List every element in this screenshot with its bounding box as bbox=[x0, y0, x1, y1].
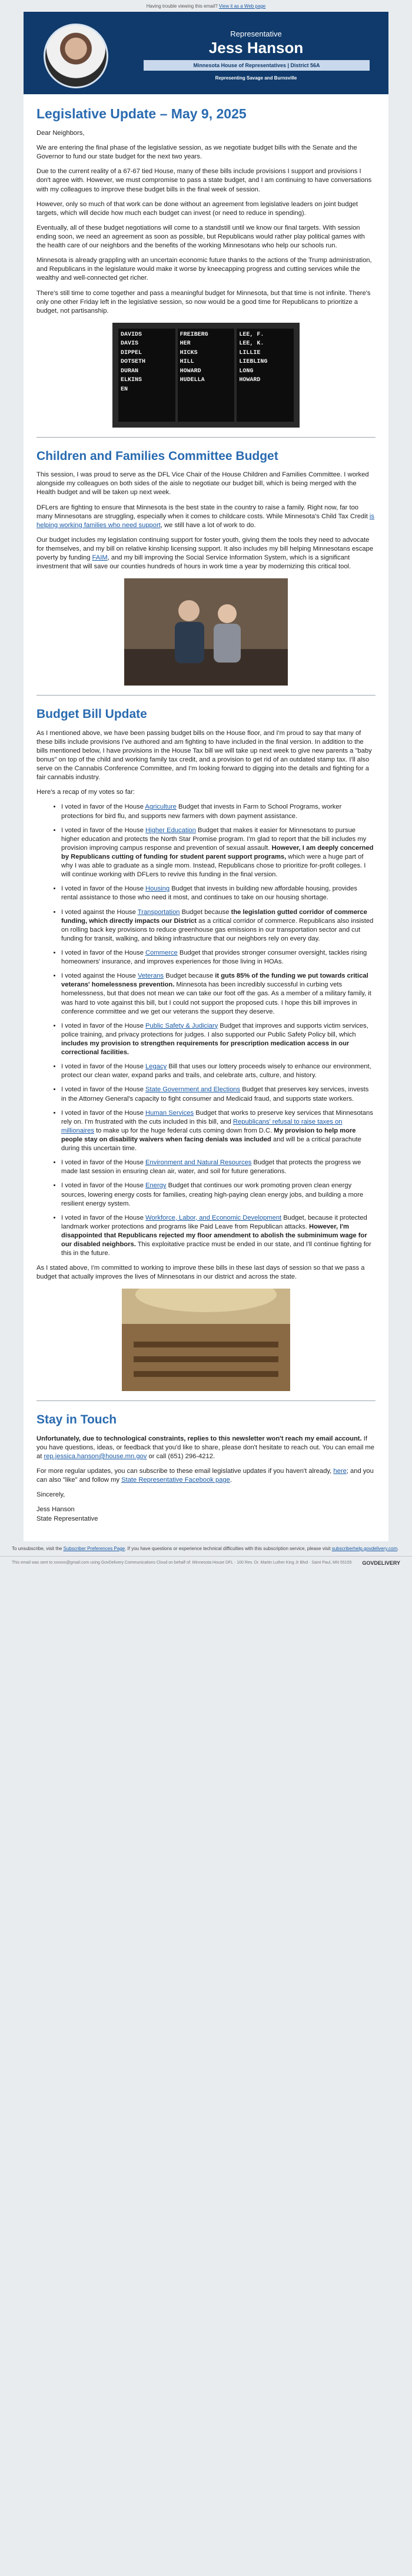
budget-link[interactable]: Workforce, Labor, and Economic Development bbox=[145, 1214, 282, 1221]
vote-text: Bill that uses our lottery proceeds wisely to enhance our environment, protect our clean water, expand parks and trails, and celebrate arts, culture, and history. bbox=[61, 1063, 371, 1080]
budget-link[interactable]: Legacy bbox=[145, 1063, 167, 1071]
govdelivery-logo: GOVDELIVERY bbox=[362, 1559, 400, 1566]
touch-title: Stay in Touch bbox=[36, 1413, 117, 1427]
vote-text: which were a huge part of why I was able to graduate as a single mom. Instead, Republicans chose to prioritize for-profit colleges. I will continue working with DFLers to revive this funding in the final version. bbox=[61, 853, 366, 879]
paragraph: Unfortunately, due to technological constraints, replies to this newsletter won't reach my email account. If you have questions, ideas, or feedback that you'd like to share, please don't hesitate to reach out. You can email me at rep.jessica.hanson@house.mn.gov or call (651) 296-4212. bbox=[36, 1435, 374, 1461]
vote-text: Budget because bbox=[180, 908, 231, 916]
paragraph: Eventually, all of these budget negotiations will come to a standstill until we know our final targets. With session ending soon, we need an agreement as soon as possible, but Republicans would rather play political games with the health care of our neighbors and the benefits of the working Minnesotans who help our schools run. bbox=[36, 224, 365, 250]
child-tax-credit-link[interactable]: is helping working families who need support bbox=[36, 512, 375, 529]
divider bbox=[36, 695, 376, 696]
vote-board-column bbox=[118, 329, 175, 422]
vote-text: I voted in favor of the House bbox=[61, 1214, 146, 1221]
vote-text: to make up for the huge federal cuts coming down from D.C. bbox=[94, 1127, 274, 1134]
greeting: Dear Neighbors, bbox=[36, 130, 85, 137]
ccf-title: Children and Families Committee Budget bbox=[36, 449, 278, 463]
bbu-title: Budget Bill Update bbox=[36, 707, 147, 721]
vote-board-name: HOWARD bbox=[180, 367, 201, 375]
facebook-link[interactable]: State Representative Facebook page bbox=[121, 1476, 230, 1484]
budget-link[interactable]: Higher Education bbox=[145, 826, 196, 834]
representative-photo bbox=[44, 24, 108, 88]
budget-link[interactable]: Human Services bbox=[145, 1109, 194, 1117]
vote-board-name: DAVIDS bbox=[121, 331, 142, 338]
subscriber-help-link[interactable]: subscriberhelp.govdelivery.com bbox=[331, 1545, 398, 1551]
vote-board-name: HICKS bbox=[180, 349, 198, 356]
vote-board-name: HER bbox=[180, 340, 191, 347]
paragraph: As I stated above, I'm committed to working to improve these bills in these last days of session so that we pass a budget that actually improves the lives of Minnesotans in our district and across the state. bbox=[36, 1264, 365, 1281]
vote-board-name: EN bbox=[121, 386, 128, 393]
budget-link[interactable]: Public Safety & Judiciary bbox=[145, 1022, 218, 1029]
budget-link[interactable]: Environment and Natural Resources bbox=[145, 1159, 252, 1167]
footer: To unsubscribe, visit the Subscriber Preferences Page. If you have questions or experience technical difficulties with this subscription service, please visit subscriberhelp.govdelivery.com. bbox=[12, 1545, 399, 1551]
vote-text: I voted in favor of the House bbox=[61, 1086, 146, 1094]
vote-text: I voted in favor of the House bbox=[61, 885, 146, 893]
vote-text: Minnesota has been incredibly successful in curbing vets homelessness, but that does not mean we can take our foot off the gas. As a member of a military family, it was hard to vote against this bill, but I could not support the proposed cuts. I hope this bill improves in conference committee and we get our veterans the support they deserve. bbox=[61, 981, 371, 1015]
vote-text: as a critical corridor of commerce. Republicans also insisted on rolling back key provisions to reduce greenhouse gas emissions in our transportation sector and cut funding for transit, walking, and biking infrastructure that our neighbors rely on every day. bbox=[61, 917, 374, 942]
paragraph: This session, I was proud to serve as the DFL Vice Chair of the House Children and Families Committee. I worked alongside my colleagues on both sides of the aisle to negotiate our budget bill, which is being merged with the Health budget and will be taken up next week. bbox=[36, 471, 369, 496]
update-title: Legislative Update – May 9, 2025 bbox=[36, 106, 247, 121]
budget-link[interactable]: Veterans bbox=[137, 972, 164, 980]
vote-text: Budget that improves and supports victim services, police training, and privacy protections for judges. I also supported our Public Safety Policy bill, which bbox=[61, 1022, 368, 1038]
vote-text: I voted in favor of the House bbox=[61, 949, 146, 956]
header-name: Jess Hanson bbox=[208, 39, 304, 57]
vote-item bbox=[61, 1109, 376, 1154]
vote-text: I voted in favor of the House bbox=[61, 1159, 146, 1167]
house-chamber-photo bbox=[122, 1289, 290, 1391]
vote-text: I voted in favor of the House bbox=[61, 826, 146, 834]
vote-text: Budget because bbox=[164, 972, 215, 980]
vote-text: Budget that invests in Farm to School Programs, worker protections for bird flu, and supports new farmers with down payment assistance. bbox=[61, 803, 342, 820]
vote-item bbox=[61, 972, 376, 1017]
header-banner bbox=[24, 12, 388, 94]
vote-text: I voted against the House bbox=[61, 972, 138, 980]
vote-item bbox=[61, 885, 376, 902]
vote-emphasis: However, I'm disappointed that Republicans rejected my floor amendment to abolish the subminimum wage for our disabled neighbors. bbox=[61, 1223, 367, 1249]
paragraph: As I mentioned above, we have been passing budget bills on the House floor, and I'm proud to say that many of these bills include provisions I've authored and am fighting to have included in the final version. In addition to the bills mentioned below, I have provisions in the House Tax bill we will take up next week to give new parents a "baby bonus" on top of the child and working family tax credit, and a provision to get rid of an outdated stamp tax. I'll also serve on the Cannabis Conference Committee, and I'm looking forward to digging into the details and fighting for a fair cannabis industry. bbox=[36, 729, 372, 782]
vote-board-photo bbox=[112, 323, 300, 428]
vote-board-name: FREIBERG bbox=[180, 331, 208, 338]
vote-text: Budget that provides stronger consumer oversight, tackles rising homeowners' insurance, and improves experiences for those living in HOAs. bbox=[61, 949, 367, 966]
vote-item bbox=[61, 908, 376, 943]
vote-board bbox=[118, 329, 294, 422]
top-notice bbox=[0, 0, 412, 12]
signoff: Sincerely, bbox=[36, 1491, 65, 1499]
vote-text: I voted in favor of the House bbox=[61, 1022, 146, 1029]
budget-link[interactable]: Housing bbox=[145, 885, 170, 893]
vote-text: Budget that protects the progress we made last session in ensuring clean air, water, and soil for future generations. bbox=[61, 1159, 361, 1176]
vote-emphasis: includes my provision to strengthen requirements for prescription medication access in our correctional facilities. bbox=[61, 1039, 350, 1057]
vote-board-name: DIPPEL bbox=[121, 349, 142, 356]
divider bbox=[36, 1400, 376, 1401]
budget-link[interactable]: Commerce bbox=[145, 949, 178, 956]
web-version-link[interactable]: View it as a Web page bbox=[218, 4, 266, 9]
vote-text: I voted in favor of the House bbox=[61, 1182, 146, 1190]
signature-name: Jess Hanson bbox=[36, 1506, 75, 1514]
content bbox=[24, 105, 388, 1541]
vote-text: I voted in favor of the House bbox=[61, 1063, 146, 1071]
vote-board-name: ELKINS bbox=[121, 377, 142, 384]
vote-emphasis: it guts 85% of the funding we put towards critical veterans' homelessness prevention. bbox=[61, 972, 368, 989]
vote-board-name: DAVIS bbox=[121, 340, 139, 347]
votes-list bbox=[36, 803, 376, 1258]
vote-board-name: HUDELLA bbox=[180, 377, 205, 384]
paragraph: Minnesota is already grappling with an uncertain economic future thanks to the actions of the Trump administration, and Republicans in the legislature would make it worse by kneecapping progress and cutting services while the wealthy and well-connected get richer. bbox=[36, 257, 372, 282]
vote-text: Budget that preserves key services, invests in the Attorney General's capacity to fight consumer and Medicaid fraud, and supports state workers. bbox=[61, 1086, 369, 1102]
vote-board-name: LEE, K. bbox=[239, 340, 264, 347]
paragraph: Our budget includes my legislation continuing support for foster youth, giving them the tools they need to advocate for themselves, and my bill on relative kinship licensing support. It also includes my bill helping Minnesotans escape poverty by funding FAIM, and my bill improving the Social Service Information System, which is a significant investment that will save our counties hundreds of hours in work time a year by modernizing this critical tool. bbox=[36, 536, 374, 571]
vote-text: Budget that works to preserve key services that Minnesotans rely on. I'm frustrated with the cuts included in this bill, and bbox=[61, 1109, 373, 1125]
vote-emphasis: My provision to help more people stay on disability waivers when facing denials was included bbox=[61, 1127, 356, 1143]
vote-text: Budget that makes it easier for Minnesotans to pursue higher education and protects the North Star Promise program. I'm glad to report that the bill includes my provision improving campus response and prevention of sexual assault. bbox=[61, 826, 367, 852]
paragraph: There's still time to come together and pass a meaningful budget for Minnesota, but that time is not infinite. There's only one other Friday left in the legislative session, so now would be a good time for Republicans to prioritize a budget, not partisanship. bbox=[36, 289, 371, 314]
vote-board-name: DURAN bbox=[121, 367, 139, 375]
header-cities: Representing Savage and Burnsville bbox=[215, 75, 297, 81]
chamber-illustration bbox=[122, 1289, 290, 1391]
vote-board-name: LILLIE bbox=[239, 349, 261, 356]
vote-item bbox=[61, 1022, 376, 1057]
budget-link[interactable]: State Government and Elections bbox=[145, 1086, 241, 1094]
vote-text: This exploitative practice must be ended in our state, and I'll continue fighting for this in the future. bbox=[61, 1241, 371, 1257]
meeting-illustration bbox=[124, 578, 288, 686]
vote-text: Budget that invests in building new affordable housing, provides rental assistance to those who need it most, and continues to take on our housing shortage. bbox=[61, 885, 357, 902]
subscribe-link[interactable]: here bbox=[333, 1468, 347, 1475]
vote-board-name: HOWARD bbox=[239, 377, 261, 384]
budget-link[interactable]: Agriculture bbox=[145, 803, 177, 811]
vote-board-name: LIEBLING bbox=[239, 359, 268, 366]
vote-text: I voted in favor of the House bbox=[61, 1109, 146, 1117]
paragraph: We are entering the final phase of the legislative session, as we negotiate budget bills with the Senate and the Governor to fund our state budget for the next two years. bbox=[36, 144, 357, 161]
header-title-line: Representative bbox=[230, 29, 282, 38]
vote-item bbox=[61, 803, 376, 820]
vote-board-name: LEE, F. bbox=[239, 331, 264, 338]
vote-item bbox=[61, 1062, 376, 1080]
paragraph: Due to the current reality of a 67-67 tied House, many of these bills include provisions I support and provisions I don't agree with. However, we must compromise to pass a state budget, and I am continuing to have conversations with my colleagues to improve these budget bills in the final week of session. bbox=[36, 168, 372, 193]
top-notice-text: Having trouble viewing this email? bbox=[146, 4, 219, 9]
vote-board-column bbox=[178, 329, 235, 422]
vote-emphasis: the legislation gutted corridor of commerce funding, which directly impacts our District bbox=[61, 908, 367, 925]
subscriber-preferences-link[interactable]: Subscriber Preferences Page bbox=[63, 1545, 125, 1551]
divider bbox=[36, 437, 376, 438]
budget-link[interactable]: Energy bbox=[145, 1182, 167, 1190]
vote-board-name: LONG bbox=[239, 367, 254, 375]
vote-item bbox=[61, 1085, 376, 1103]
vote-board-name: DOTSETH bbox=[121, 359, 146, 366]
paragraph: Here's a recap of my votes so far: bbox=[36, 789, 135, 796]
budget-link[interactable]: Republicans' refusal to raise taxes on millionaires bbox=[61, 1118, 343, 1134]
header-office: Minnesota House of Representatives | District 56A bbox=[144, 60, 370, 71]
vote-text: Budget, because it protected landmark worker protections and programs like Paid Leave from Republican attacks. bbox=[61, 1214, 367, 1230]
vote-item bbox=[61, 826, 376, 880]
meeting-photo bbox=[124, 578, 288, 686]
vote-item bbox=[61, 1158, 376, 1176]
footer-sent-to: This email was sent to xxxxxx@gmail.com using GovDelivery Communications Cloud on behalf of: Minnesota House DFL · 100 Rev. Dr. Martin Luther King Jr Blvd · Saint Paul, MN 55155 bbox=[12, 1561, 352, 1565]
signature-title: State Representative bbox=[36, 1515, 98, 1522]
budget-link[interactable]: Transportation bbox=[137, 908, 180, 916]
vote-board-name: HILL bbox=[180, 359, 194, 366]
vote-text: I voted in favor of the House bbox=[61, 803, 145, 811]
email-link[interactable]: rep.jessica.hanson@house.mn.gov bbox=[44, 1453, 147, 1461]
vote-board-column bbox=[237, 329, 294, 422]
paragraph: For more regular updates, you can subscribe to these email legislative updates if you haven't already, here; and you can also "like" and follow my State Representative Facebook page. bbox=[36, 1468, 374, 1484]
vote-item bbox=[61, 1181, 376, 1208]
vote-text: Budget that continues our work promoting proven clean energy sources, lowering energy costs for families, creating high-paying clean energy jobs, and building a more resilient energy system. bbox=[61, 1182, 364, 1207]
paragraph: However, only so much of that work can be done without an agreement from legislative leaders on joint budget targets, which will decide how much each budget can invest (or need to reduce in spending). bbox=[36, 200, 358, 217]
vote-text: I voted against the House bbox=[61, 908, 138, 916]
vote-text: and will be a critical parachute during this uncertain time. bbox=[61, 1135, 361, 1153]
vote-item bbox=[61, 1214, 376, 1259]
footer-bottom bbox=[0, 1556, 412, 1570]
vote-emphasis: However, I am deeply concerned by Republicans cutting of funding for student parent support programs, bbox=[61, 844, 374, 860]
paragraph: DFLers are fighting to ensure that Minnesota is the best state in the country to raise a family. Right now, far too many Minnesotans are struggling, especially when it comes to childcare costs. While Minnesota's Child Tax Credit is helping working families who need support, we still have a lot of work to do. bbox=[36, 504, 375, 529]
vote-item bbox=[61, 949, 376, 966]
faim-link[interactable]: FAIM bbox=[92, 554, 108, 562]
newsletter bbox=[24, 12, 388, 1541]
